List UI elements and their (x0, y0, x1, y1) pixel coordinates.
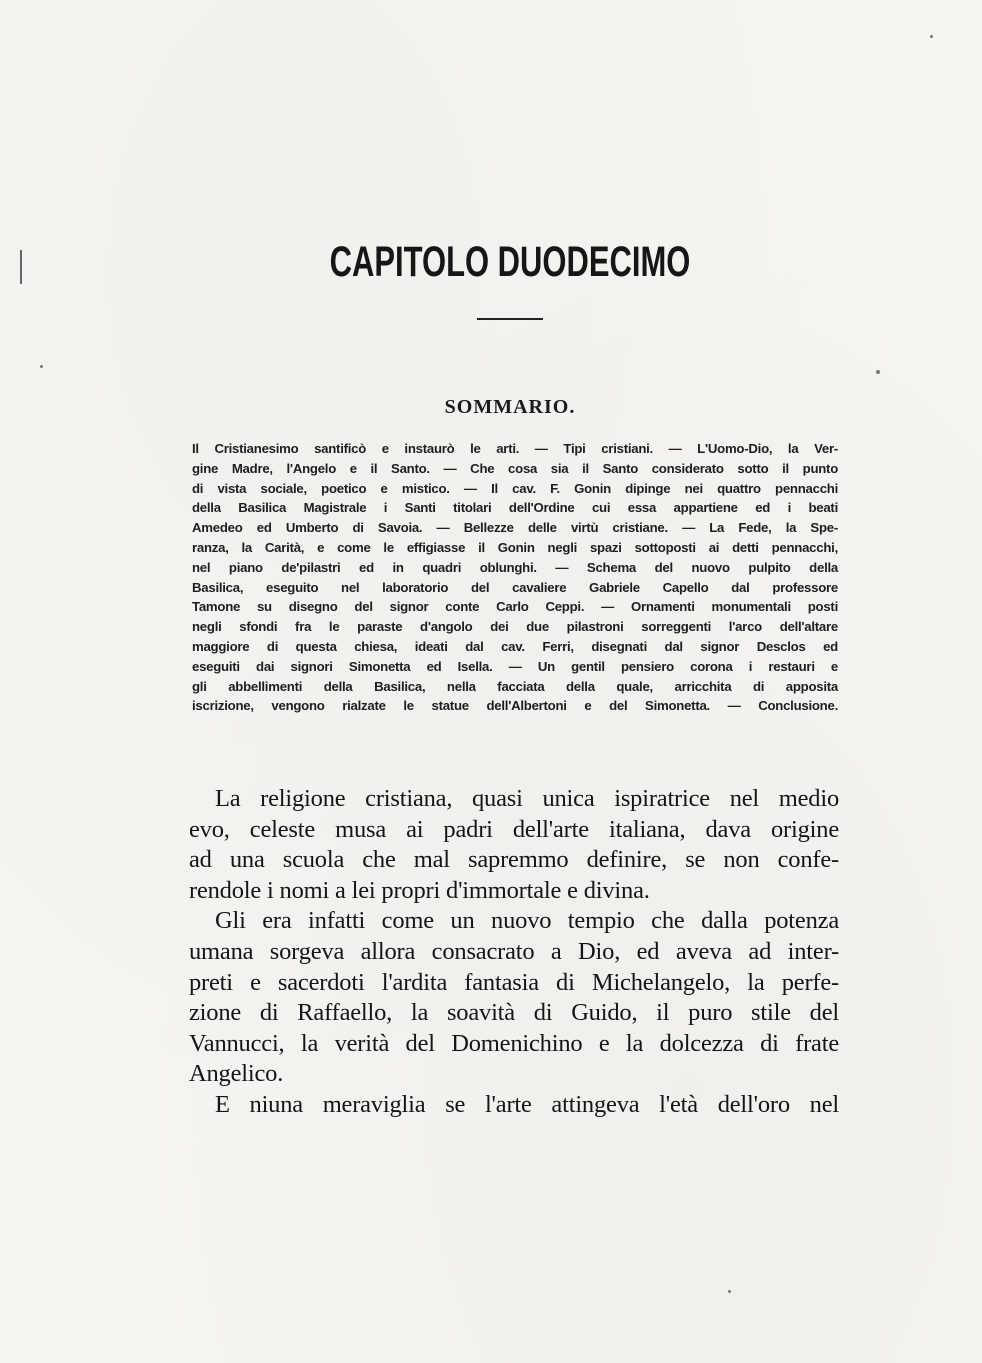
summary-line: maggiore di questa chiesa, ideati dal cav. Ferri, disegnati dal signor Desclos ed (192, 638, 838, 654)
summary-line: di vista sociale, poetico e mistico. — Il cav. F. Gonin dipinge nei quattro pennacchi (192, 480, 838, 496)
summary-line: Amedeo ed Umberto di Savoia. — Bellezze delle virtù cristiane. — La Fede, la Spe- (192, 520, 838, 536)
summary-line: gine Madre, l'Angelo e il Santo. — Che cosa sia il Santo considerato sotto il punto (192, 460, 838, 476)
summary-line: gli abbellimenti della Basilica, nella facciata della quale, arricchita di apposita (192, 678, 838, 694)
body-line: La religione cristiana, quasi unica ispiratrice nel medio (215, 785, 839, 812)
paper-speck (40, 365, 43, 368)
margin-mark (20, 250, 22, 284)
body-line: E niuna meraviglia se l'arte attingeva l'età dell'oro nel (215, 1090, 839, 1118)
title-divider (477, 318, 543, 320)
chapter-title: CAPITOLO DUODECIMO (329, 238, 691, 286)
body-line: Angelico. (189, 1060, 284, 1088)
summary-paragraph (192, 439, 838, 716)
body-line: Vannucci, la verità del Domenichino e la dolcezza di frate (189, 1029, 839, 1057)
summary-line: Tamone su disegno del signor conte Carlo Ceppi. — Ornamenti monumentali posti (192, 599, 838, 615)
summary-line: ranza, la Carità, e come le effigiasse il Gonin negli spazi sottoposti ai detti pennacchi, (192, 539, 838, 555)
body-line: evo, celeste musa ai padri dell'arte italiana, dava origine (189, 815, 839, 843)
summary-heading: SOMMARIO. (444, 396, 576, 418)
summary-line: della Basilica Magistrale i Santi titolari dell'Ordine cui essa appartiene ed i beati (192, 500, 838, 516)
body-text (189, 784, 839, 1121)
body-line: preti e sacerdoti l'ardita fantasia di Michelangelo, la perfe- (189, 968, 839, 996)
body-line: Gli era infatti come un nuovo tempio che dalla potenza (215, 907, 839, 935)
summary-line: nel piano de'pilastri ed in quadri oblunghi. — Schema del nuovo pulpito della (192, 559, 838, 575)
summary-line: eseguiti dai signori Simonetta ed Isella. — Un gentil pensiero corona i restauri e (192, 658, 838, 674)
paper-speck (876, 370, 880, 374)
summary-line: Il Cristianesimo santificò e instaurò le arti. — Tipi cristiani. — L'Uomo-Dio, la Ver- (192, 441, 838, 456)
summary-line: Basilica, eseguito nel laboratorio del cavaliere Gabriele Capello dal professore (192, 579, 838, 595)
paper-speck (930, 35, 933, 38)
body-line: umana sorgeva allora consacrato a Dio, ed aveva ad inter- (189, 937, 839, 965)
body-line: ad una scuola che mal sapremmo definire, se non confe- (189, 846, 839, 874)
body-line: zione di Raffaello, la soavità di Guido, il puro stile del (189, 999, 839, 1027)
body-line: rendole i nomi a lei propri d'immortale e divina. (189, 876, 650, 904)
summary-line: negli sfondi fra le paraste d'angolo dei due pilastroni sorreggenti l'arco dell'altare (192, 619, 838, 635)
summary-line: iscrizione, vengono rialzate le statue dell'Albertoni e del Simonetta. — Conclusione. (192, 698, 838, 714)
paper-speck (728, 1290, 731, 1293)
